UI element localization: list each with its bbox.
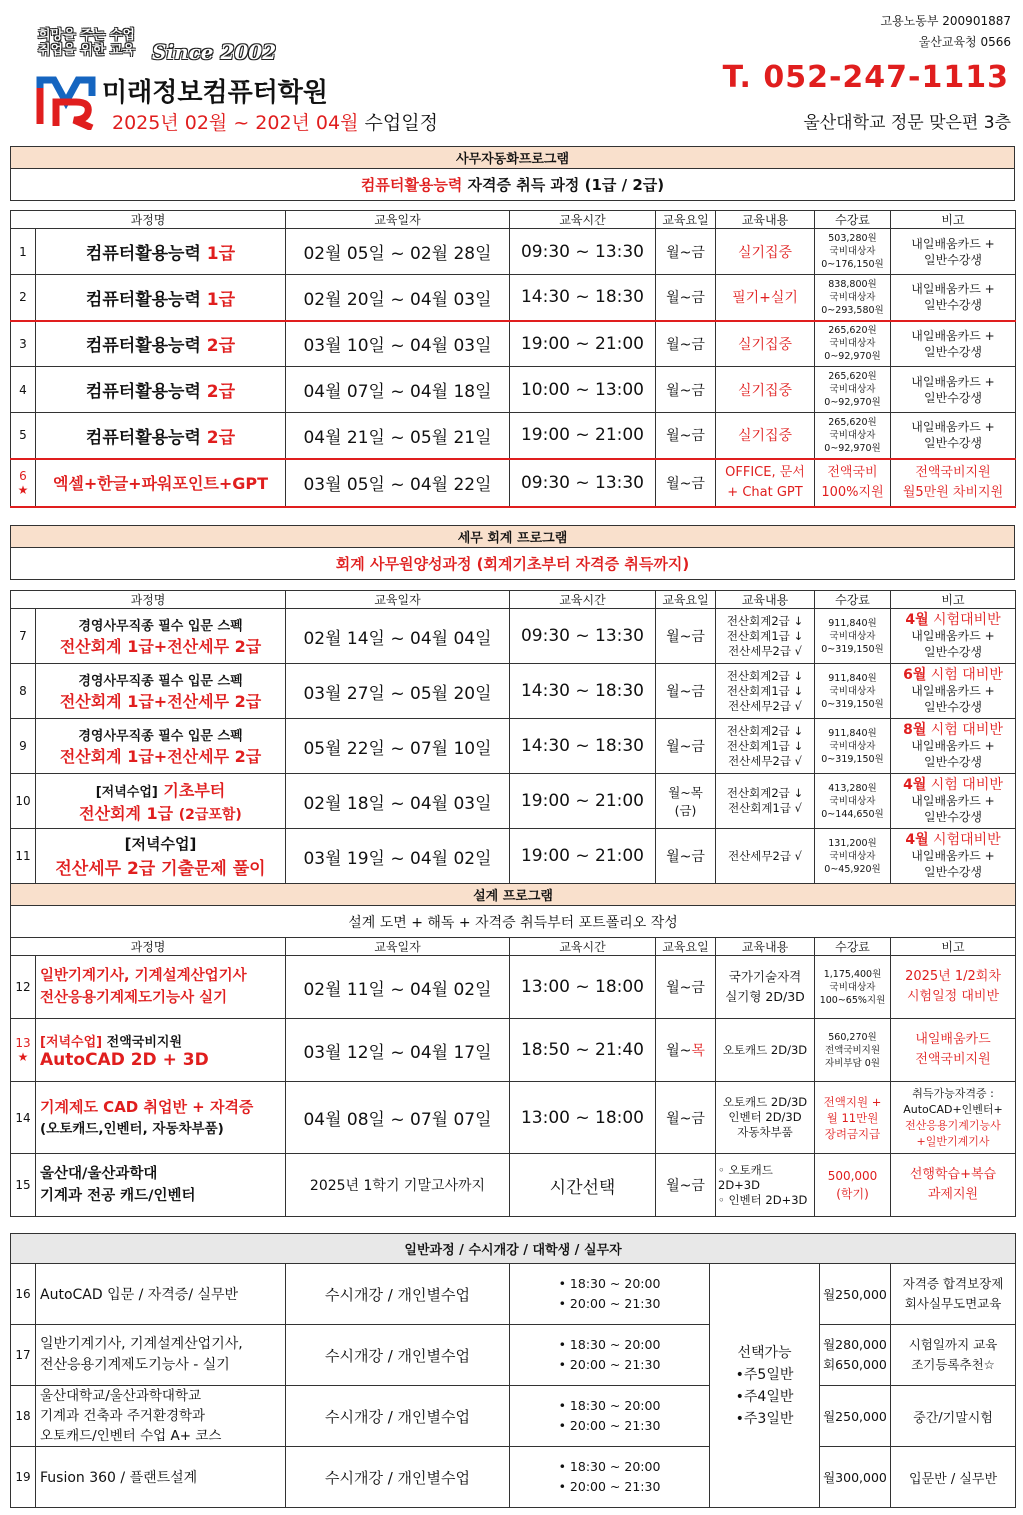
course-time: 19:00 ~ 21:00 bbox=[510, 829, 656, 884]
academy-logo bbox=[34, 70, 98, 130]
course-fee: 838,800원 국비대상자 0~293,580원 bbox=[815, 275, 891, 321]
office-course-table bbox=[10, 210, 1016, 508]
course-time: • 18:30 ~ 20:00 • 20:00 ~ 21:30 bbox=[510, 1447, 710, 1508]
row-number: 16 bbox=[11, 1264, 36, 1325]
course-name: 경영사무직종 필수 입문 스펙 전산회계 1급+전산세무 2급 bbox=[36, 719, 286, 774]
course-date: 03월 10일 ~ 04월 03일 bbox=[286, 321, 510, 367]
course-content: 오토캐드 2D/3D bbox=[716, 1019, 815, 1082]
page-header bbox=[0, 0, 1023, 142]
course-time: 19:00 ~ 21:00 bbox=[510, 321, 656, 367]
course-time: 18:50 ~ 21:40 bbox=[510, 1019, 656, 1082]
course-content: 전산회계2급 ↓ 전산회계1급 ↓ 전산세무2급 √ bbox=[716, 664, 815, 719]
col-fee: 수강료 bbox=[815, 211, 891, 229]
course-fee: 911,840원 국비대상자 0~319,150원 bbox=[815, 664, 891, 719]
course-name: 컴퓨터활용능력 2급 bbox=[36, 367, 286, 413]
table-row bbox=[11, 275, 1016, 321]
general-course-table bbox=[10, 1233, 1016, 1508]
academy-name: 미래정보컴퓨터학원 bbox=[102, 78, 329, 108]
table-row bbox=[11, 664, 1016, 719]
course-note: 전액국비지원 월5만원 차비지원 bbox=[891, 459, 1016, 507]
course-name: 울산대학교/울산과학대학교 기계과 건축과 주거환경학과 오토캐드/인벤터 수업 A+ 코스 bbox=[36, 1386, 286, 1447]
table-row bbox=[11, 459, 1016, 507]
course-fee: 265,620원 국비대상자 0~92,970원 bbox=[815, 413, 891, 459]
phone-number[interactable]: T. 052-247-1113 bbox=[722, 60, 1009, 95]
course-day: 월~목 bbox=[656, 1019, 716, 1082]
course-note: 자격증 합격보장제 회사실무도면교육 bbox=[891, 1264, 1016, 1325]
office-subtitle-highlight: 컴퓨터활용능력 bbox=[360, 176, 463, 194]
row-number: 6 ★ bbox=[11, 459, 36, 507]
course-time: 시간선택 bbox=[510, 1154, 656, 1217]
course-time: 14:30 ~ 18:30 bbox=[510, 275, 656, 321]
design-subtitle: 설계 도면 + 해독 + 자격증 취득부터 포트폴리오 작성 bbox=[11, 906, 1016, 938]
course-date: 04월 21일 ~ 05월 21일 bbox=[286, 413, 510, 459]
course-name: 엑셀+한글+파워포인트+GPT bbox=[36, 459, 286, 507]
course-date: 04월 07일 ~ 04월 18일 bbox=[286, 367, 510, 413]
accounting-section-title: 세무 회계 프로그램 bbox=[11, 526, 1015, 548]
course-fee: 560,270원 전액국비지원 자비부담 0원 bbox=[815, 1019, 891, 1082]
course-time: 09:30 ~ 13:30 bbox=[510, 609, 656, 664]
col-note: 비고 bbox=[891, 591, 1016, 609]
table-row bbox=[11, 229, 1016, 275]
office-section-title: 사무자동화프로그램 bbox=[11, 147, 1015, 169]
course-name: 일반기계기사, 기계설계산업기사 전산응용기계제도기능사 실기 bbox=[36, 956, 286, 1019]
course-note: 내일배움카드 + 일반수강생 bbox=[891, 321, 1016, 367]
col-content: 교육내용 bbox=[716, 211, 815, 229]
row-number: 2 bbox=[11, 275, 36, 321]
course-fee: 월280,000 회650,000 bbox=[820, 1325, 891, 1386]
course-name: 일반기계기사, 기계설계산업기사, 전산응용기계제도기능사 - 실기 bbox=[36, 1325, 286, 1386]
period-label: 수업일정 bbox=[364, 112, 438, 134]
table-row bbox=[11, 1447, 1016, 1508]
course-note: 내일배움카드 + 일반수강생 bbox=[891, 413, 1016, 459]
course-date: 02월 20일 ~ 04월 03일 bbox=[286, 275, 510, 321]
course-name: 컴퓨터활용능력 2급 bbox=[36, 321, 286, 367]
course-content: 전산회계2급 ↓ 전산회계1급 ↓ 전산세무2급 √ bbox=[716, 609, 815, 664]
course-time: • 18:30 ~ 20:00 • 20:00 ~ 21:30 bbox=[510, 1325, 710, 1386]
table-row bbox=[11, 1154, 1016, 1217]
col-content: 교육내용 bbox=[716, 938, 815, 956]
course-fee: 월250,000 bbox=[820, 1386, 891, 1447]
table-row bbox=[11, 829, 1016, 884]
row-number: 8 bbox=[11, 664, 36, 719]
row-number: 14 bbox=[11, 1082, 36, 1154]
design-title-row bbox=[11, 884, 1016, 906]
period-range: 2025년 02월 ~ 202년 04월 bbox=[112, 112, 359, 134]
course-content: 국가기술자격 실기형 2D/3D bbox=[716, 956, 815, 1019]
course-choice: 선택가능 •주5일반 •주4일반 •주3일반 bbox=[710, 1264, 820, 1508]
course-day: 월~금 bbox=[656, 719, 716, 774]
table-row bbox=[11, 1386, 1016, 1447]
course-note: 8월 시험 대비반 내일배움카드 + 일반수강생 bbox=[891, 719, 1016, 774]
course-time: 19:00 ~ 21:00 bbox=[510, 774, 656, 829]
row-number: 7 bbox=[11, 609, 36, 664]
since-label: Since 2002 bbox=[152, 40, 277, 64]
course-date: 2025년 1학기 기말고사까지 bbox=[286, 1154, 510, 1217]
course-name: 경영사무직종 필수 입문 스펙 전산회계 1급+전산세무 2급 bbox=[36, 664, 286, 719]
course-mode: 수시개강 / 개인별수업 bbox=[286, 1447, 510, 1508]
course-time: 13:00 ~ 18:00 bbox=[510, 1082, 656, 1154]
course-note: 4월 시험대비반 내일배움카드 + 일반수강생 bbox=[891, 829, 1016, 884]
office-header-row bbox=[11, 211, 1016, 229]
col-date: 교육일자 bbox=[286, 938, 510, 956]
course-fee: 500,000 (학기) bbox=[815, 1154, 891, 1217]
course-date: 02월 14일 ~ 04월 04일 bbox=[286, 609, 510, 664]
row-number: 15 bbox=[11, 1154, 36, 1217]
course-time: 19:00 ~ 21:00 bbox=[510, 413, 656, 459]
accounting-title-table bbox=[10, 525, 1015, 580]
course-day: 월~금 bbox=[656, 664, 716, 719]
row-number: 10 bbox=[11, 774, 36, 829]
row-number: 3 bbox=[11, 321, 36, 367]
course-fee: 265,620원 국비대상자 0~92,970원 bbox=[815, 321, 891, 367]
col-date: 교육일자 bbox=[286, 211, 510, 229]
row-number: 18 bbox=[11, 1386, 36, 1447]
accounting-design-table bbox=[10, 590, 1016, 1217]
star-icon: ★ bbox=[17, 1050, 29, 1064]
table-row bbox=[11, 367, 1016, 413]
course-fee: 131,200원 국비대상자 0~45,920원 bbox=[815, 829, 891, 884]
course-date: 02월 18일 ~ 04월 03일 bbox=[286, 774, 510, 829]
course-fee: 전액국비 100%지원 bbox=[815, 459, 891, 507]
course-fee: 월300,000 bbox=[820, 1447, 891, 1508]
course-content: 실기집중 bbox=[716, 367, 815, 413]
address: 울산대학교 정문 맞은편 3층 bbox=[803, 113, 1011, 133]
col-content: 교육내용 bbox=[716, 591, 815, 609]
table-row bbox=[11, 413, 1016, 459]
row-number: 11 bbox=[11, 829, 36, 884]
course-day: 월~금 bbox=[656, 1082, 716, 1154]
course-date: 04월 08일 ~ 07월 07일 bbox=[286, 1082, 510, 1154]
col-day: 교육요일 bbox=[656, 938, 716, 956]
course-name: 경영사무직종 필수 입문 스펙 전산회계 1급+전산세무 2급 bbox=[36, 609, 286, 664]
course-name: Fusion 360 / 플랜트설계 bbox=[36, 1447, 286, 1508]
course-day: 월~금 bbox=[656, 609, 716, 664]
course-day: 월~금 bbox=[656, 413, 716, 459]
row-number: 9 bbox=[11, 719, 36, 774]
table-row bbox=[11, 1325, 1016, 1386]
course-fee: 911,840원 국비대상자 0~319,150원 bbox=[815, 609, 891, 664]
course-mode: 수시개강 / 개인별수업 bbox=[286, 1325, 510, 1386]
course-day: 월~금 bbox=[656, 229, 716, 275]
course-fee: 503,280원 국비대상자 0~176,150원 bbox=[815, 229, 891, 275]
col-note: 비고 bbox=[891, 938, 1016, 956]
course-name: 컴퓨터활용능력 1급 bbox=[36, 229, 286, 275]
edu-registration: 울산교육청 0566 bbox=[918, 35, 1011, 49]
course-content: 실기집중 bbox=[716, 413, 815, 459]
course-note: 취득가능자격증 : AutoCAD+인벤터+ 전산응용기계기능사 +일반기계기사 bbox=[891, 1082, 1016, 1154]
col-course: 과정명 bbox=[11, 591, 286, 609]
col-fee: 수강료 bbox=[815, 938, 891, 956]
course-day: 월~금 bbox=[656, 275, 716, 321]
course-note: 시험일까지 교육 조기등록추천☆ bbox=[891, 1325, 1016, 1386]
row-number: 4 bbox=[11, 367, 36, 413]
course-time: 09:30 ~ 13:30 bbox=[510, 459, 656, 507]
course-content: 전산세무2급 √ bbox=[716, 829, 815, 884]
course-fee: 월250,000 bbox=[820, 1264, 891, 1325]
course-time: 14:30 ~ 18:30 bbox=[510, 719, 656, 774]
course-time: • 18:30 ~ 20:00 • 20:00 ~ 21:30 bbox=[510, 1386, 710, 1447]
course-time: 09:30 ~ 13:30 bbox=[510, 229, 656, 275]
col-course: 과정명 bbox=[11, 938, 286, 956]
course-day: 월~목(금) bbox=[656, 774, 716, 829]
row-number: 12 bbox=[11, 956, 36, 1019]
course-note: 내일배움카드 전액국비지원 bbox=[891, 1019, 1016, 1082]
course-content: 실기집중 bbox=[716, 229, 815, 275]
table-row bbox=[11, 321, 1016, 367]
course-content: 오토캐드 2D/3D 인벤터 2D/3D 자동차부품 bbox=[716, 1082, 815, 1154]
table-row bbox=[11, 719, 1016, 774]
row-number: 13 ★ bbox=[11, 1019, 36, 1082]
schedule-period bbox=[112, 108, 438, 135]
course-mode: 수시개강 / 개인별수업 bbox=[286, 1386, 510, 1447]
course-date: 05월 22일 ~ 07월 10일 bbox=[286, 719, 510, 774]
accounting-header-row bbox=[11, 591, 1016, 609]
course-time: 13:00 ~ 18:00 bbox=[510, 956, 656, 1019]
col-course: 과정명 bbox=[11, 211, 286, 229]
course-fee: 413,280원 국비대상자 0~144,650원 bbox=[815, 774, 891, 829]
course-day: 월~금 bbox=[656, 459, 716, 507]
course-note: 입문반 / 실무반 bbox=[891, 1447, 1016, 1508]
table-row bbox=[11, 1019, 1016, 1082]
course-content: 전산회계2급 ↓ 전산회계1급 √ bbox=[716, 774, 815, 829]
course-mode: 수시개강 / 개인별수업 bbox=[286, 1264, 510, 1325]
row-number: 1 bbox=[11, 229, 36, 275]
slogan bbox=[38, 28, 135, 58]
course-content: 필기+실기 bbox=[716, 275, 815, 321]
office-subtitle-rest: 자격증 취득 과정 (1급 / 2급) bbox=[462, 176, 665, 194]
course-date: 03월 05일 ~ 04월 22일 bbox=[286, 459, 510, 507]
course-date: 03월 19일 ~ 04월 02일 bbox=[286, 829, 510, 884]
course-note: 4월 시험 대비반 내일배움카드 + 일반수강생 bbox=[891, 774, 1016, 829]
course-date: 02월 11일 ~ 04월 02일 bbox=[286, 956, 510, 1019]
office-subtitle bbox=[11, 169, 1015, 201]
design-section-title: 설계 프로그램 bbox=[11, 884, 1016, 906]
star-icon: ★ bbox=[17, 482, 29, 497]
course-note: 4월 시험대비반 내일배움카드 + 일반수강생 bbox=[891, 609, 1016, 664]
course-content: ◦ 오토캐드 2D+3D ◦ 인벤터 2D+3D bbox=[716, 1154, 815, 1217]
course-name: 기계제도 CAD 취업반 + 자격증 (오토캐드,인벤터, 자동차부품) bbox=[36, 1082, 286, 1154]
course-day: 월~금 bbox=[656, 321, 716, 367]
col-fee: 수강료 bbox=[815, 591, 891, 609]
course-name: 컴퓨터활용능력 2급 bbox=[36, 413, 286, 459]
course-day: 월~금 bbox=[656, 829, 716, 884]
row-number: 5 bbox=[11, 413, 36, 459]
table-row bbox=[11, 1264, 1016, 1325]
design-header-row bbox=[11, 938, 1016, 956]
course-time: 10:00 ~ 13:00 bbox=[510, 367, 656, 413]
table-row bbox=[11, 774, 1016, 829]
col-day: 교육요일 bbox=[656, 211, 716, 229]
labor-registration: 고용노동부 200901887 bbox=[880, 14, 1011, 28]
course-name: AutoCAD 입문 / 자격증/ 실무반 bbox=[36, 1264, 286, 1325]
table-row bbox=[11, 956, 1016, 1019]
course-fee: 1,175,400원 국비대상자 100~65%지원 bbox=[815, 956, 891, 1019]
col-time: 교육시간 bbox=[510, 938, 656, 956]
table-row bbox=[11, 1082, 1016, 1154]
course-note: 6월 시험 대비반 내일배움카드 + 일반수강생 bbox=[891, 664, 1016, 719]
row-number: 19 bbox=[11, 1447, 36, 1508]
course-note: 2025년 1/2회차 시험일정 대비반 bbox=[891, 956, 1016, 1019]
course-time: 14:30 ~ 18:30 bbox=[510, 664, 656, 719]
col-day: 교육요일 bbox=[656, 591, 716, 609]
course-time: • 18:30 ~ 20:00 • 20:00 ~ 21:30 bbox=[510, 1264, 710, 1325]
course-name: [저녁수업] 기초부터 전산회계 1급 (2급포함) bbox=[36, 774, 286, 829]
course-name: [저녁수업] 전산세무 2급 기출문제 풀이 bbox=[36, 829, 286, 884]
course-content: 전산회계2급 ↓ 전산회계1급 ↓ 전산세무2급 √ bbox=[716, 719, 815, 774]
course-note: 내일배움카드 + 일반수강생 bbox=[891, 275, 1016, 321]
course-name: 울산대/울산과학대 기계과 전공 캐드/인벤터 bbox=[36, 1154, 286, 1217]
course-date: 03월 12일 ~ 04월 17일 bbox=[286, 1019, 510, 1082]
row-number: 17 bbox=[11, 1325, 36, 1386]
col-time: 교육시간 bbox=[510, 211, 656, 229]
course-date: 02월 05일 ~ 02월 28일 bbox=[286, 229, 510, 275]
general-section-title: 일반과정 / 수시개강 / 대학생 / 실무자 bbox=[11, 1234, 1016, 1264]
course-day: 월~금 bbox=[656, 1154, 716, 1217]
course-content: 실기집중 bbox=[716, 321, 815, 367]
course-content: OFFICE, 문서 + Chat GPT bbox=[716, 459, 815, 507]
slogan-line-2: 취업을 위한 교육 bbox=[38, 43, 135, 58]
course-day: 월~금 bbox=[656, 367, 716, 413]
course-date: 03월 27일 ~ 05월 20일 bbox=[286, 664, 510, 719]
office-title-table bbox=[10, 146, 1015, 201]
course-note: 선행학습+복습 과제지원 bbox=[891, 1154, 1016, 1217]
course-note: 중간/기말시험 bbox=[891, 1386, 1016, 1447]
course-fee: 265,620원 국비대상자 0~92,970원 bbox=[815, 367, 891, 413]
course-day: 월~금 bbox=[656, 956, 716, 1019]
course-fee: 911,840원 국비대상자 0~319,150원 bbox=[815, 719, 891, 774]
accounting-subtitle: 회계 사무원양성과정 (회계기초부터 자격증 취득까지) bbox=[11, 548, 1015, 580]
col-date: 교육일자 bbox=[286, 591, 510, 609]
course-note: 내일배움카드 + 일반수강생 bbox=[891, 229, 1016, 275]
table-row bbox=[11, 609, 1016, 664]
course-name: 컴퓨터활용능력 1급 bbox=[36, 275, 286, 321]
col-note: 비고 bbox=[891, 211, 1016, 229]
course-note: 내일배움카드 + 일반수강생 bbox=[891, 367, 1016, 413]
slogan-line-1: 희망을 주는 수업 bbox=[38, 28, 135, 43]
course-name: [저녁수업] 전액국비지원 AutoCAD 2D + 3D bbox=[36, 1019, 286, 1082]
design-subtitle-row bbox=[11, 906, 1016, 938]
course-fee: 전액지원 + 월 11만원 장려금지급 bbox=[815, 1082, 891, 1154]
col-time: 교육시간 bbox=[510, 591, 656, 609]
